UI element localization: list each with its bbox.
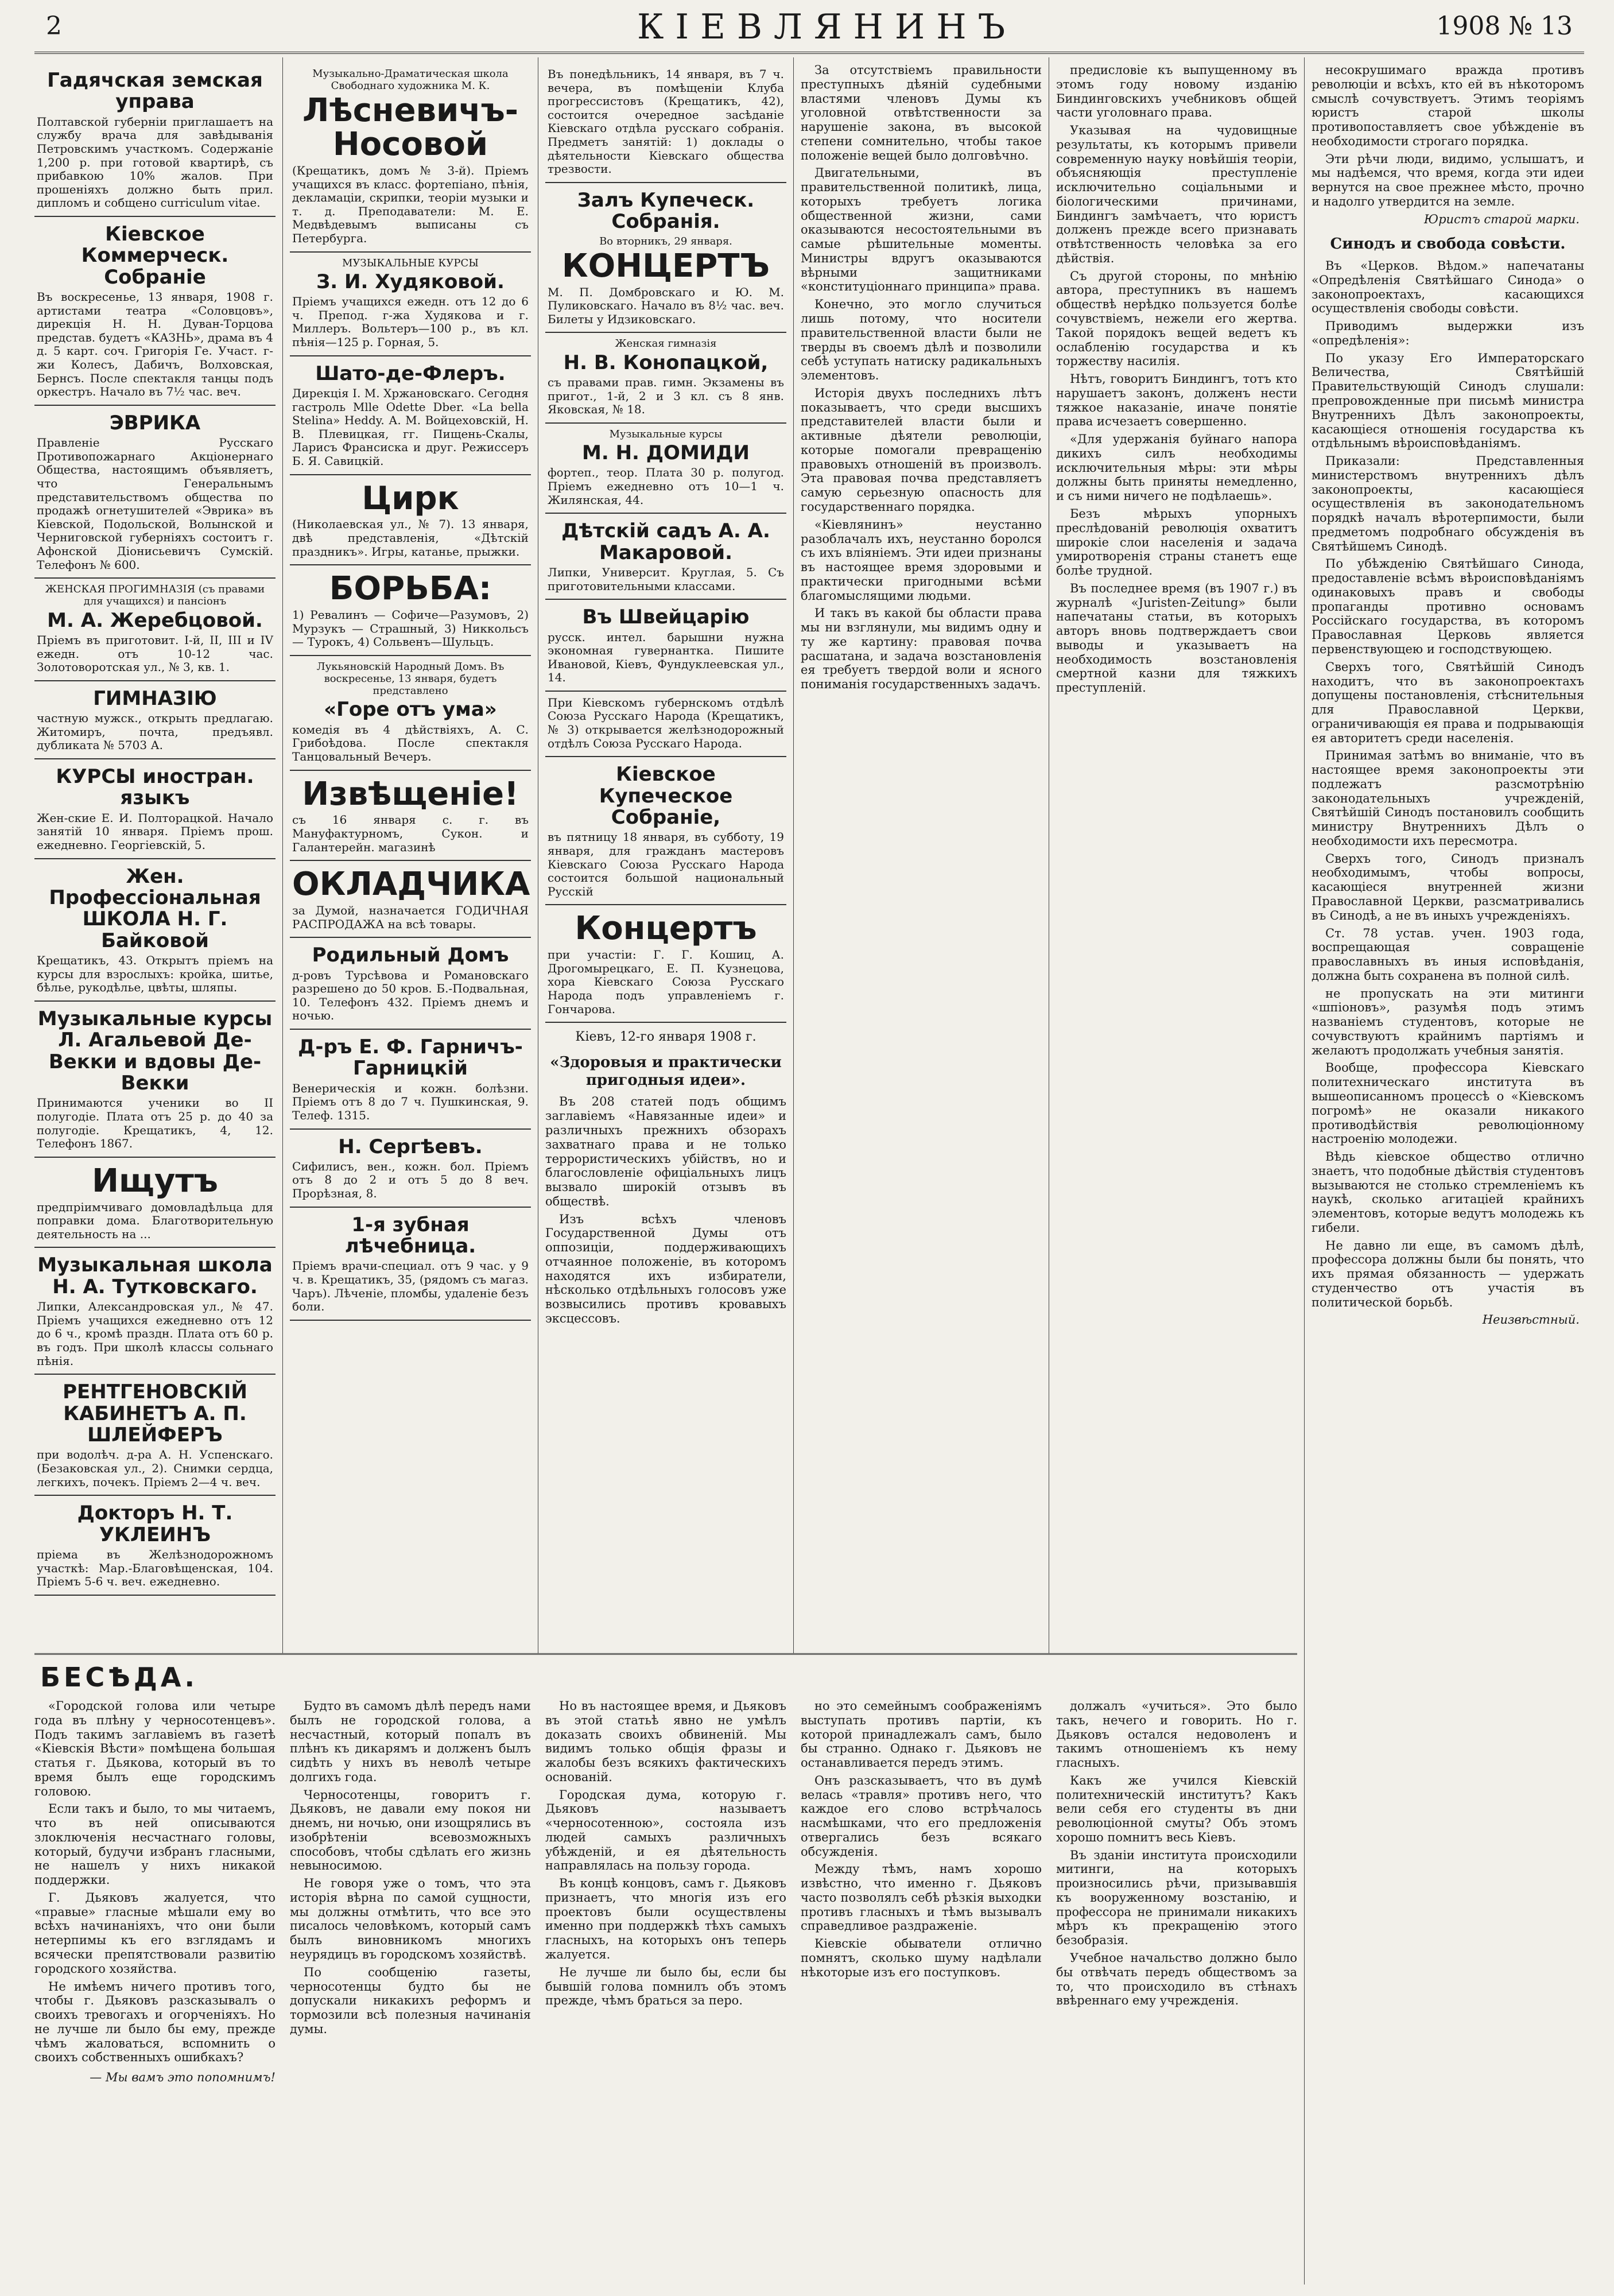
article-paragraph: Между тѣмъ, намъ хорошо извѣстно, что именно г. Дьяковъ часто позволялъ себѣ рѣзкія выходки противъ гласныхъ и тѣмъ вызывалъ справедливое раздраженіе. (801, 1862, 1042, 1933)
ad-text: Пріемъ врачи-специал. отъ 9 час. у 9 ч. в. Крещатикъ, 35, (рядомъ съ магаз. Чаръ). Лѣченіе, пломбы, удаленіе безъ боли. (292, 1259, 529, 1314)
page-number: 2 (46, 11, 62, 41)
article-paragraph: По убѣжденію Святѣйшаго Синода, предоставленіе всѣмъ вѣроисповѣданіямъ одинаковыхъ правъ и свободы пропаганды противно основамъ Россійскаго государства, въ которомъ Православная Церковь является первенствующею и господствующею. (1312, 557, 1584, 656)
ad-subheading: Во вторникъ, 29 января. (599, 235, 732, 247)
article-paragraph: Эти рѣчи люди, видимо, услышатъ, и мы надѣемся, что время, когда эти идеи вернутся на свое прежнее мѣсто, прочно и надолго утвердится на земле. (1312, 152, 1584, 208)
article-paragraph: Не давно ли еще, въ самомъ дѣлѣ, профессора должны были бы понять, что ихъ прямая обязанность — удержать студенчество отъ участія въ политической борьбѣ. (1312, 1238, 1584, 1309)
article-paragraph: Исторія двухъ последнихъ лѣтъ показываетъ, что среди высшихъ представителей власти были и активные дѣятели революціи, которые помогали превращенію правовыхъ отношеній въ произволъ. Эта правовая почва представляетъ самую серьезную опасность для государственнаго порядка. (801, 386, 1042, 514)
ad-block (545, 600, 786, 692)
article-paragraph: Г. Дьяковъ жалуется, что «правые» гласные мѣшали ему во всѣхъ начинаніяхъ, что они были нетерпимы къ его взглядамъ и всячески препятствовали развитію городского хозяйства. (34, 1890, 276, 1976)
ad-heading: Концертъ (575, 910, 757, 948)
article-paragraph: Но въ настоящее время, и Дьяковъ въ этой статьѣ явно не умѣлъ доказать своихъ обвиненій. Мы видимъ только общія фразы и жалобы безъ всякихъ фактическихъ основаній. (545, 1699, 786, 1784)
ad-heading: Музыкальные курсы Л. Агальевой Де-Векки и вдовы Де-Векки (37, 1007, 273, 1095)
article-paragraph: Принимая затѣмъ во вниманіе, что въ настоящее время законопроекты эти подлежатъ разсмотрѣнію законодательныхъ учрежденій, Святѣйшій Синодъ постановилъ сообщить министру Внутреннихъ Дѣлъ о необходимости ихъ пересмотра. (1312, 748, 1584, 848)
ad-block (34, 217, 276, 406)
section-title: Синодъ и свобода совѣсти. (1330, 235, 1566, 253)
article-paragraph: Сверхъ того, Святѣйшій Синодъ находитъ, что въ законопроектахъ допущены постановленія, стѣснительныя для Православной Церкви, ограничивающія ея права и подрывающія ея авторитетъ среди населенія. (1312, 660, 1584, 745)
beseda-column-4 (801, 1699, 1042, 2285)
ad-heading: Н. Сергѣевъ. (338, 1135, 483, 1158)
beseda-column-1 (34, 1699, 276, 2285)
ad-block (545, 905, 786, 1023)
article-paragraph: Кіевскіе обыватели отлично помнятъ, сколько шуму надѣлали нѣкоторые изъ его поступковъ. (801, 1937, 1042, 1979)
ad-heading: З. И. Худяковой. (316, 270, 505, 293)
ad-text: комедія въ 4 дѣйствіяхъ, А. С. Грибоѣдова. После спектакля Танцовальный Вечеръ. (292, 722, 529, 764)
article-paragraph: Въ зданіи института происходили митинги, на которыхъ произносились рѣчи, призывавшія къ вооруженному возстанію, и профессора не принимали никакихъ мѣръ къ прекращенію этого безобразія. (1056, 1848, 1297, 1948)
ad-subheading: Женская гимназія (615, 338, 717, 350)
ad-block (34, 1002, 276, 1158)
ad-heading: «Горе отъ ума» (324, 698, 497, 722)
article-paragraph: «Городской голова или четыре года въ плѣну у черносотенцевъ». Подъ такимъ заглавіемъ въ газетѣ «Кіевскія Вѣсти» помѣщена большая статья г. Дьякова, который въ то время былъ еще городскимъ головою. (34, 1699, 276, 1798)
article-paragraph: Онъ разсказываетъ, что въ думѣ велась «травля» противъ него, что каждое его слово встрѣчалось насмѣшками, что его предложенія отвергались безъ всякаго обсужденія. (801, 1773, 1042, 1859)
ad-heading: РЕНТГЕНОВСКІЙ КАБИНЕТЪ А. П. ШЛЕЙФЕРЪ (63, 1380, 247, 1446)
ad-heading: КУРСЫ иностран. языкъ (56, 765, 254, 810)
article-paragraph: Въ 208 статей подъ общимъ заглавіемъ «Навязанные идеи» и различныхъ прежнихъ обзорахъ захватнаго права и не только террористическихъ убійствъ, но и благословленіе офиціальныхъ лицъ вызвало широкій отзывъ въ обществѣ. (545, 1095, 786, 1208)
article-paragraph: Въ концѣ концовъ, самъ г. Дьяковъ признаетъ, что многія изъ его проектовъ были осуществлены именно при поддержкѣ тѣхъ самыхъ гласныхъ, на которыхъ онъ теперь жалуется. (545, 1876, 786, 1962)
ad-text: Липки, Университ. Круглая, 5. Съ приготовительными классами. (548, 565, 784, 593)
article-paragraph: По сообщенію газеты, черносотенцы будто бы не допускали никакихъ реформъ и тормозили всѣ полезныя начинанія думы. (290, 1965, 531, 2036)
column-rule (793, 57, 794, 1653)
ad-text: Въ воскресенье, 13 января, 1908 г. артистами театра «Соловцовъ», дирекція Н. Н. Дуван-Торцова представ. будетъ «КАЗНЬ», драма въ 4 д. 5 карт. соч. Григорія Ге. Участ. г-жи Колесъ, Дабичъ, Волховская, Бернсъ. После спектакля танцы подъ оркестръ. Начало въ 7½ час. веч. (37, 290, 273, 399)
ad-text: (Николаевская ул., № 7). 13 января, двѣ представленія, «Дѣтскій праздникъ». Игры, катанье, прыжки. (292, 517, 529, 559)
article-paragraph: За отсутствіемъ правильности преступныхъ дѣяній судебными властями членовъ Думы къ уголовной отвѣтственности за нарушеніе закона, въ высокой степени сомнительно, чтобы такое положеніе вещей было долговѣчно. (801, 63, 1042, 162)
ad-text: частную мужск., открыть предлагаю. Житомиръ, почта, предъявл. дубликата № 5703 А. (37, 711, 273, 753)
article-paragraph: Вѣдь кіевское общество отлично знаетъ, что подобные дѣйствія студентовъ вызываются не столько стремленіемъ къ наукѣ, сколько агитаціей крайнихъ элементовъ, которые ведутъ молодежь къ гибели. (1312, 1150, 1584, 1235)
ad-text: Крещатикъ, 43. Открытъ пріемъ на курсы для взрослыхъ: кройка, шитье, бѣлье, рукодѣлье, цвѣты, шляпы. (37, 953, 273, 995)
ad-block (545, 514, 786, 600)
ad-block (34, 859, 276, 1002)
article-paragraph: предисловіе къ выпущенному въ этомъ году новому изданію Биндинговскихъ учебниковъ общей части уголовнаго права. (1056, 63, 1297, 120)
beseda-column-2 (290, 1699, 531, 2285)
ad-block (545, 63, 786, 183)
ad-text: Въ понедѣльникъ, 14 января, въ 7 ч. вечера, въ помѣщеніи Клуба прогрессистовъ (Крещатикъ, 42), состоится очередное засѣданіе Кіевскаго отдѣла русскаго собранія. Предметъ занятій: 1) доклады о дѣятельности Кіевскаго общества трезвости. (548, 67, 784, 176)
ad-text: Жен-ские Е. И. Полторацкой. Начало занятій 10 января. Пріемъ прош. ежедневно. Георгіевскій, 5. (37, 810, 273, 852)
ad-block (290, 861, 531, 938)
ad-block (290, 1208, 531, 1321)
ad-text: Правленіе Русскаго Противопожарнаго Акціонернаго Общества, настоящимъ объявляетъ, что Генеральнымъ представительствомъ общества по продажѣ огнетушителей «Эврика» въ Кіевской, Подольской, Волынской и Черниговской губерніяхъ состоитъ г. Афонской Діонисьевичъ Сумскій. Телефонъ № 600. (37, 436, 273, 572)
ad-block (290, 475, 531, 566)
article-paragraph: Изъ всѣхъ членовъ Государственной Думы отъ оппозиціи, поддерживающихъ отчаянное положеніе, въ которомъ находятся ихъ избиратели, нѣсколько отдѣльныхъ голосовъ уже возвысились противъ кровавыхъ эксцессовъ. (545, 1212, 786, 1325)
ad-heading: Ищутъ (92, 1162, 218, 1200)
ad-block (545, 183, 786, 333)
ad-block (34, 759, 276, 859)
column-5 (1056, 63, 1297, 1647)
article-paragraph: Не лучше ли было бы, если бы бывшій голова помнилъ объ этомъ прежде, чѣмъ браться за перо. (545, 1965, 786, 2008)
ad-text: русск. интел. барышни нужна экономная гувернантка. Пишите Ивановой, Кіевъ, Фундуклеевская ул., 14. (548, 630, 784, 685)
ad-block (545, 424, 786, 514)
ad-heading: КОНЦЕРТЪ (561, 247, 770, 285)
ad-text: Принимаются ученики во II полугодіе. Плата отъ 25 р. до 40 за полугодіе. Крещатикъ, 4, 12. Телефонъ 1867. (37, 1096, 273, 1151)
ad-subheading: Музыкальные курсы (609, 428, 723, 440)
ad-text: предпріимчиваго домовладѣльца для поправки дома. Благотворительную деятельность на ... (37, 1200, 273, 1241)
ad-subheading: Музыкально-Драматическая школа Свободнаго художника М. К. (312, 68, 509, 92)
ad-block (290, 656, 531, 771)
article-paragraph: Какъ же учился Кіевскій политехническій институтъ? Какъ вели себя его студенты въ дни революціонной смуты? Объ этомъ хорошо помнитъ весь Кіевъ. (1056, 1773, 1297, 1844)
article-paragraph: Указывая на чудовищные результаты, къ которымъ привели современную науку новѣйшія теоріи, объясняющія преступленіе исключительно соціальными и біологическими причинами, Биндингъ замѣчаетъ, что юристъ долженъ прежде всего признавать отвѣтственность человѣка за его дѣйствія. (1056, 123, 1297, 265)
column-3 (545, 63, 786, 1647)
ad-subheading: ЖЕНСКАЯ ПРОГИМНАЗІЯ (съ правами для учащихся) и пансіонъ (45, 583, 265, 608)
article-paragraph: Не говоря уже о томъ, что эта исторія вѣрна по самой сущности, мы должны отмѣтить, что все это писалось человѣкомъ, который самъ былъ виновникомъ многихъ неурядицъ въ городскомъ хозяйствѣ. (290, 1876, 531, 1962)
ad-heading: Д-ръ Е. Ф. Гарничъ-Гарницкій (298, 1035, 523, 1080)
ad-heading: Докторъ Н. Т. УКЛЕИНЪ (77, 1502, 233, 1546)
ad-heading: Кіевское Коммерческ. Собраніе (81, 222, 229, 289)
article-paragraph: Сверхъ того, Синодъ призналъ необходимымъ, чтобы вопросы, касающіеся внутренней жизни Православной Церкви, разсматривались въ Синодѣ, а не въ иныхъ учрежденіяхъ. (1312, 851, 1584, 922)
ad-heading: ЭВРИКА (109, 411, 201, 435)
ad-block (290, 1130, 531, 1208)
article-paragraph: Будто въ самомъ дѣлѣ передъ нами былъ не городской голова, а несчастный, который попалъ въ плѣнъ къ дикарямъ и долженъ былъ сидѣть у нихъ въ неволѣ четыре долгихъ года. (290, 1699, 531, 1784)
ad-text: Сифилисъ, вен., кожн. бол. Пріемъ отъ 8 до 2 и отъ 5 до 8 веч. Прорѣзная, 8. (292, 1159, 529, 1201)
column-1-ads (34, 63, 276, 1647)
ad-heading: Гадячская земская управа (47, 69, 263, 114)
article-paragraph: Вообще, профессора Кіевскаго политехническаго института въ вышеописанномъ процессѣ о «Кіевскомъ погромѣ» не оказали никакого противодѣйствія революціонному настроенію молодежи. (1312, 1061, 1584, 1146)
ad-block (34, 579, 276, 681)
article-paragraph: Безъ мѣрыхъ упорныхъ преслѣдованій революція охватитъ широкіе слои населенія и задача умиротворенія страны станетъ еще болѣе трудной. (1056, 506, 1297, 578)
article-paragraph: По указу Его Императорскаго Величества, Святѣйшій Правительствующій Синодъ слушали: препровожденные при письмѣ министра Внутреннихъ Дѣлъ законопроекты, касающіеся отношенія государства къ отдѣльнымъ вѣроисповѣданіямъ. (1312, 351, 1584, 451)
signature: Юристъ старой марки. (1424, 212, 1580, 226)
ad-block (290, 938, 531, 1030)
ad-block (290, 253, 531, 356)
ad-heading: Залъ Купеческ. Собранія. (577, 188, 755, 234)
article-paragraph: «Кіевлянинъ» неустанно разоблачалъ ихъ, неустанно боролся съ ихъ вліяніемъ. Эти идеи признаны въ настоящее время здоровыми и практически пригодными всѣми благомыслящими людьми. (801, 517, 1042, 603)
ad-text: съ правами прав. гимн. Экзамены въ пригот., 1-й, 2 и 3 кл. съ 8 янв. Яковская, № 18. (548, 375, 784, 417)
ad-text: съ 16 января с. г. въ Мануфактурномъ, Сукон. и Галантерейн. магазинѣ (292, 813, 529, 854)
ad-heading: М. А. Жеребцовой. (47, 608, 263, 632)
closing-line: — Мы вамъ это попомнимъ! (90, 2070, 276, 2085)
ad-block (290, 565, 531, 656)
article-paragraph: Учебное начальство должно было бы отвѣчать передъ обществомъ за то, что происходило въ стѣнахъ ввѣреннаго ему учрежденія. (1056, 1951, 1297, 2008)
issue-number: 1908 № 13 (1436, 11, 1573, 41)
ad-text: пріема въ Желѣзнодорожномъ участкѣ: Мар.-Благовѣщенская, 104. Пріемъ 5-6 ч. веч. ежедневно. (37, 1547, 273, 1589)
ad-text: Липки, Александровская ул., № 47. Пріемъ учащихся ежедневно отъ 12 до 6 ч., кромѣ праздн. Плата отъ 60 р. въ годъ. При школѣ классы сольнаго пѣнія. (37, 1300, 273, 1368)
dateline: Кіевъ, 12-го января 1908 г. (575, 1030, 756, 1045)
beseda-column-3 (545, 1699, 786, 2285)
article-paragraph: Двигательными, въ правительственной политикѣ, лица, которыхъ требуетъ логика общественной жизни, сами оказываются несостоятельными въ самые рѣшительные моменты. Министры вдругъ оказываются вѣрными защитниками «конституціоннаго принципа» права. (801, 166, 1042, 294)
ad-text: Венерическія и кожн. болѣзни. Пріемъ отъ 8 до 7 ч. Пушкинская, 9. Телеф. 1315. (292, 1081, 529, 1122)
ad-block (290, 1030, 531, 1130)
column-rule (282, 57, 283, 1653)
ad-text: (Крещатикъ, домъ № 3-й). Пріемъ учащихся въ класс. фортепіано, пѣнія, декламаціи, скрипки, теоріи музыки и т. д. Преподаватели: М. Е. Медвѣдевымъ выписаны съ Петербурга. (292, 164, 529, 246)
ad-text: д-ровъ Турсѣвова и Романовскаго разрешено до 50 кров. Б.-Подвальная, 10. Телефонъ 432. Пріемъ днемъ и ночью. (292, 968, 529, 1023)
article-paragraph: Приводимъ выдержки изъ «опредѣленія»: (1312, 319, 1584, 347)
ad-heading: Дѣтскій садъ А. А. Макаровой. (561, 519, 770, 564)
article-paragraph: Приказали: Представленныя министерствомъ внутреннихъ дѣлъ законопроекты, касающіеся осуществленія въ законодательномъ порядкѣ началъ вѣротерпимости, были предметомъ подробнаго обсужденія въ Святѣйшемъ Синодѣ. (1312, 454, 1584, 553)
ad-block (34, 1496, 276, 1596)
column-4 (801, 63, 1042, 1647)
page-header (34, 0, 1584, 54)
article-paragraph: несокрушимаго вражда противъ революціи и всѣхъ, кто ей въ нѣкоторомъ смыслѣ сочувствуетъ. Этимъ теоріямъ юристъ старой школы противопоставляетъ свое убѣжденіе въ необходимости строгаго порядка. (1312, 63, 1584, 148)
article-paragraph: Городская дума, которую г. Дьяковъ называетъ «черносотенною», состояла изъ людей самыхъ различныхъ убѣжденій, и ея дѣятельность направлялась на пользу города. (545, 1787, 786, 1873)
ad-text: при участіи: Г. Г. Кошиц, А. Дрогомырецкаго, Е. П. Кузнецова, хора Кіевскаго Союза Русскаго Народа подъ управленіемъ г. Гончарова. (548, 948, 784, 1016)
ad-text: Дирекція І. М. Хржановскаго. Сегодня гастроль Mlle Odette Dber. «La bella Stelina» Heddy. А. М. Войцеховскій, Н. В. Плевицкая, гг. Пищень-Скалы, Ларисъ Франсиска и друг. Режиссеръ Б. Я. Савицкій. (292, 386, 529, 468)
article-title: «Здоровыя и практически пригодныя идеи». (550, 1054, 782, 1089)
ad-text: за Думой, назначается ГОДИЧНАЯ РАСПРОДАЖА на всѣ товары. (292, 903, 529, 931)
ad-text: При Кіевскомъ губернскомъ отдѣлѣ Союза Русскаго Народа (Крещатикъ, № 3) открывается желѣзнодорожный отдѣлъ Союза Русскаго Народа. (548, 695, 784, 750)
ad-text: въ пятницу 18 января, въ субботу, 19 января, для гражданъ мастеровъ Кіевскаго Союза Русскаго Народа состоится большой национальный Русскій (548, 830, 784, 898)
ad-subheading: МУЗЫКАЛЬНЫЕ КУРСЫ (342, 257, 479, 269)
section-divider (34, 1653, 1297, 1655)
article-paragraph: не пропускать на эти митинги «шпіоновъ», разумѣя подъ этимъ названіемъ студентовъ, которые не сочувствуютъ крайнимъ партіямъ и желаютъ продолжать учебныя занятія. (1312, 986, 1584, 1057)
ad-heading: БОРЬБА: (329, 570, 492, 608)
article-paragraph: Если такъ и было, то мы читаемъ, что въ ней описываются злоключенія несчастнаго головы, который, будучи избранъ гласными, не нашелъ у нихъ никакой поддержки. (34, 1802, 276, 1887)
ad-heading: Въ Швейцарію (582, 606, 750, 629)
ad-block (290, 63, 531, 253)
article-paragraph: но это семейнымъ соображеніямъ выступать противъ партіи, къ которой принадлежалъ самъ, было бы странно. Однако г. Дьяковъ не останавливается передъ этимъ. (801, 1699, 1042, 1770)
ad-heading: 1-я зубная лѣчебница. (344, 1213, 476, 1258)
article-paragraph: Конечно, это могло случиться лишь потому, что носители правительственной власти были не тверды въ своемъ дѣлѣ и позволили себѣ уступать натиску радикальныхъ элементовъ. (801, 297, 1042, 383)
column-2-ads (290, 63, 531, 1647)
ad-text: М. П. Домбровскаго и Ю. М. Пуликовскаго. Начало въ 8½ час. веч. Билеты у Идзиковскаго. (548, 285, 784, 326)
article-paragraph: Въ «Церков. Вѣдом.» напечатаны «Опредѣленія Святѣйшаго Синода» о законопроектахъ, касающихся осуществленія свободы совѣсти. (1312, 259, 1584, 316)
ad-heading: ОКЛАДЧИКА (292, 866, 530, 903)
ad-heading: Лѣсневичъ-Носовой (302, 92, 519, 164)
ad-block (290, 771, 531, 862)
ad-text: 1) Ревалинъ — Софиче—Разумовъ, 2) Мурзукъ — Страшный, 3) Никкольсъ — Турокъ, 4) Сольвенъ—Шульцъ. (292, 607, 529, 649)
column-rule (1304, 57, 1305, 2285)
ad-block (290, 356, 531, 475)
article-paragraph: Нѣтъ, говоритъ Биндингъ, тотъ кто нарушаетъ законъ, долженъ нести тяжкое наказаніе, иначе понятіе права исчезаетъ совершенно. (1056, 372, 1297, 429)
ad-heading: Кіевское Купеческое Собраніе, (599, 763, 733, 829)
ad-heading: Извѣщеніе! (302, 775, 519, 813)
beseda-title: БЕСѢДА. (40, 1662, 198, 1693)
article-paragraph: Черносотенцы, говоритъ г. Дьяковъ, не давали ему покоя ни днемъ, ни ночью, они изощрялись въ изобрѣтеніи всевозможныхъ способовъ, чтобы сдѣлать его жизнь невыносимою. (290, 1787, 531, 1873)
ad-block (545, 333, 786, 423)
signature: Неизвѣстный. (1482, 1313, 1580, 1327)
ad-block (34, 1375, 276, 1496)
ad-text: фортеп., теор. Плата 30 р. полугод. Пріемъ ежедневно отъ 10—1 ч. Жилянская, 44. (548, 466, 784, 507)
ad-block (545, 757, 786, 905)
ad-heading: Музыкальная школа Н. А. Тутковскаго. (37, 1254, 273, 1298)
article-paragraph: Не имѣемъ ничего противъ того, чтобы г. Дьяковъ разсказывалъ о своихъ тревогахъ и огорченіяхъ. Но не лучше ли было бы ему, прежде чѣмъ жаловаться, вспомнить о своихъ собственныхъ ошибкахъ? (34, 1979, 276, 2065)
ad-block (34, 681, 276, 759)
article-paragraph: Ст. 78 устав. учен. 1903 года, воспрещающая совращеніе православныхъ въ иныя исповѣданія, должна быть сохранена въ полной силѣ. (1312, 926, 1584, 983)
ad-block (34, 1158, 276, 1248)
article-paragraph: «Для удержанія буйнаго напора дикихъ силъ необходимы исключительныя мѣры: эти мѣры должны быть приняты немедленно, и съ ними ничего не подѣлаешь». (1056, 432, 1297, 503)
ad-text: Пріемъ въ приготовит. I-й, II, III и IV ежедн. отъ 10-12 час. Золотоворотская ул., № 3, кв. 1. (37, 633, 273, 674)
ad-heading: ГИМНАЗІЮ (93, 687, 217, 710)
ad-heading: Родильный Домъ (312, 944, 509, 967)
ad-block (545, 692, 786, 757)
article-paragraph: должалъ «учиться». Это было такъ, нечего и говорить. Но г. Дьяковъ остался недоволенъ и такимъ отношеніемъ къ нему гласныхъ. (1056, 1699, 1297, 1770)
ad-block (34, 63, 276, 217)
ad-heading: Шато-де-Флеръ. (315, 362, 506, 385)
ad-heading: Цирк (362, 479, 459, 517)
ad-text: Пріемъ учащихся ежедн. отъ 12 до 6 ч. Препод. г-жа Худякова и г. Миллеръ. Вольтеръ—100 р., въ кл. пѣнія—125 р. Горная, 5. (292, 294, 529, 350)
ad-block (34, 406, 276, 579)
ad-heading: Н. В. Конопацкой, (563, 351, 769, 374)
beseda-column-5 (1056, 1699, 1297, 2285)
ad-text: при водолѣч. д-ра А. Н. Успенскаго. (Безаковская ул., 2). Снимки сердца, легкихъ, почекъ. Пріемъ 2—4 ч. веч. (37, 1448, 273, 1489)
ad-text: Полтавской губерніи приглашаетъ на службу врача для завѣдыванія Петровскимъ участкомъ. Содержаніе 1,200 р. при готовой квартирѣ, съ прибавкою 10% жалов. При прошеніяхъ должно быть прил. дипломъ и собщено curriculum vitae. (37, 114, 273, 210)
ad-heading: М. Н. ДОМИДИ (581, 441, 750, 464)
newspaper-title: КІЕВЛЯНИНЪ (637, 7, 1017, 47)
column-6 (1312, 63, 1584, 2279)
article-paragraph: Съ другой стороны, по мнѣнію автора, преступникъ въ нашемъ обществѣ нерѣдко пользуется болѣе сочувствіемъ, нежели его жертва. Такой порядокъ вещей ведетъ къ ослабленію государства и къ торжеству насилія. (1056, 269, 1297, 369)
article-paragraph: Въ последнее время (въ 1907 г.) въ журналѣ «Juristen-Zeitung» были напечатаны статьи, въ которыхъ авторъ вновь подтверждаетъ свои выводы и указываетъ на необходимость возстановленія смертной казни для тяжкихъ преступленій. (1056, 581, 1297, 695)
ad-heading: Жен. Профессіональная ШКОЛА Н. Г. Байковой (49, 864, 261, 952)
ad-block (34, 1248, 276, 1375)
ad-subheading: Лукьяновскій Народный Домъ. Въ воскресенье, 13 января, будетъ представлено (316, 660, 505, 697)
article-paragraph: И такъ въ какой бы области права мы ни взглянули, мы видимъ одну и ту же картину: правовая почва расшатана, и задача возстановленія ея требуетъ твердой воли и ясного пониманія государственныхъ задачъ. (801, 606, 1042, 692)
